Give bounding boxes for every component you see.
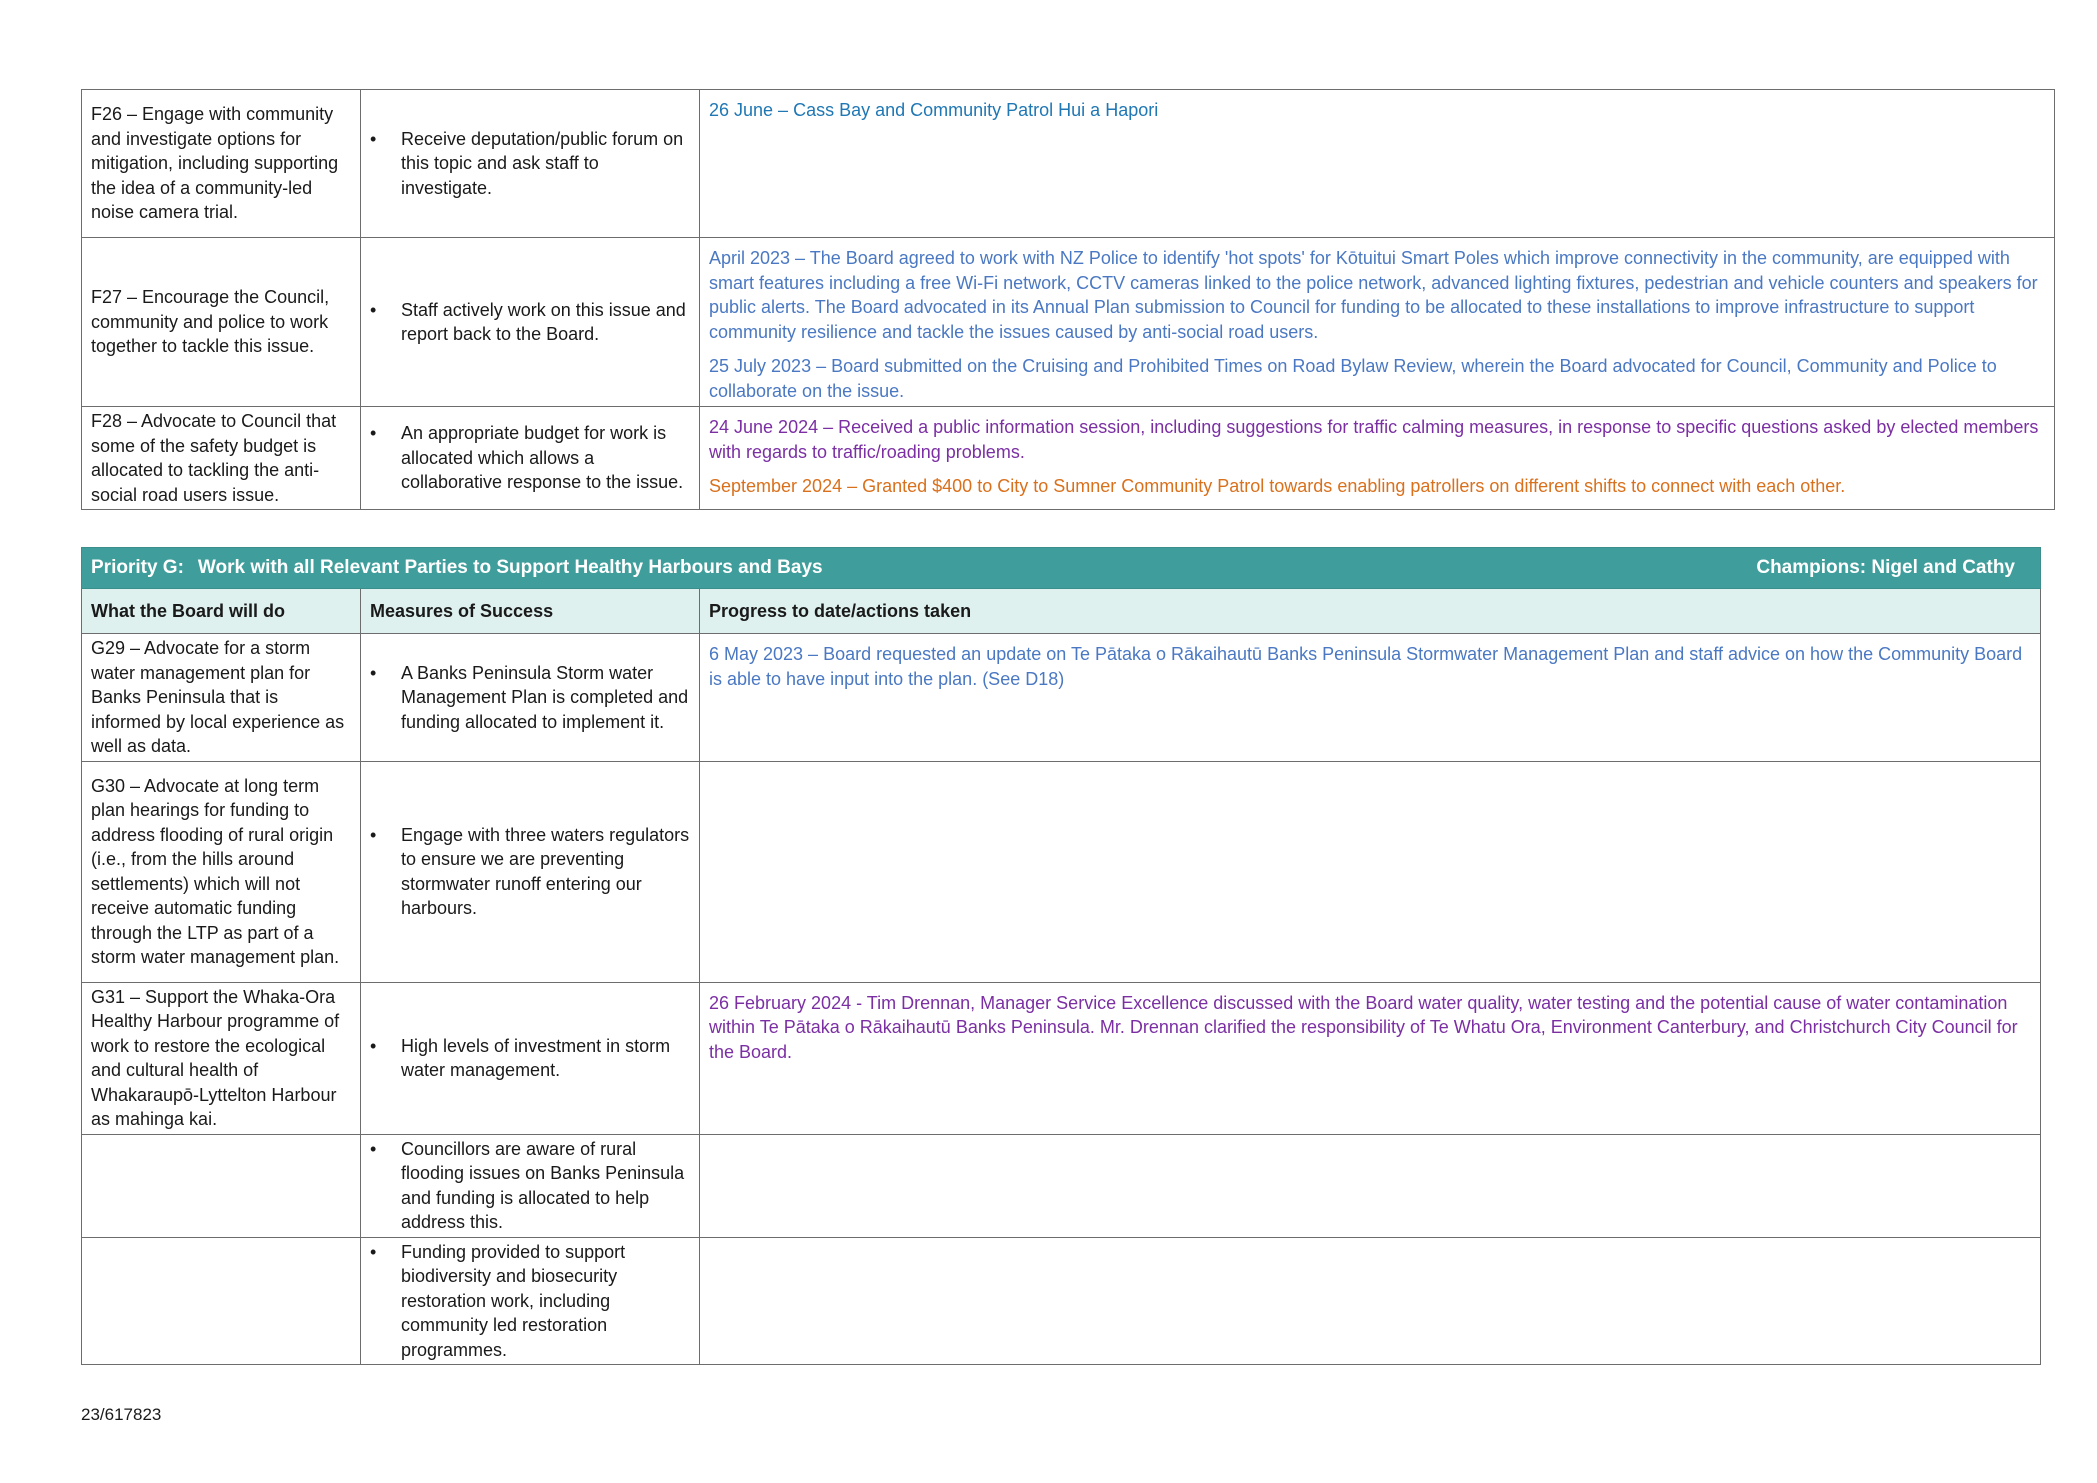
measures-cell: [361, 982, 700, 1134]
table-row: [82, 238, 2055, 407]
measure-item: • Councillors are aware of rural flooding issues on Banks Peninsula and funding is allocated to help address this.: [401, 1137, 690, 1235]
priority-header: [82, 548, 2041, 589]
champions-label: Champions: Nigel and Cathy: [1756, 556, 2015, 578]
measure-item: • Receive deputation/public forum on this topic and ask staff to investigate.: [401, 127, 690, 201]
measures-cell: [361, 761, 700, 982]
progress-cell: [700, 634, 2041, 762]
priority-title-bar: [82, 548, 2041, 589]
progress-cell: [700, 90, 2055, 238]
measure-item: • Staff actively work on this issue and report back to the Board.: [401, 298, 690, 347]
progress-entry: April 2023 – The Board agreed to work with NZ Police to identify 'hot spots' for Kōtuitui Smart Poles which improve connectivity in the community, are equipped with smart features including a free Wi-Fi network, CCTV cameras linked to the police network, advanced lighting fixtures, pedestrian and vehicle counters and speakers for public alerts. The Board advocated in its Annual Plan submission to Council for funding to be allocated to these installations to improve infrastructure to support community resilience and tackle the issues caused by anti-social road users.: [709, 248, 2038, 342]
measure-item: • A Banks Peninsula Storm water Management Plan is completed and funding allocated to implement it.: [401, 661, 690, 735]
table-row: [82, 761, 2041, 982]
measures-cell: [361, 90, 700, 238]
column-header: Measures of Success: [361, 589, 700, 634]
priority-f-table: [81, 89, 2055, 510]
progress-cell: [700, 1134, 2041, 1237]
progress-cell: [700, 407, 2055, 510]
table-row: [82, 407, 2055, 510]
progress-entry: 6 May 2023 – Board requested an update on Te Pātaka o Rākaihautū Banks Peninsula Stormwater Management Plan and staff advice on how the Community Board is able to have input into the plan. (See D18): [709, 644, 2023, 689]
table-row: [82, 90, 2055, 238]
action-cell: G30 – Advocate at long term plan hearings for funding to address flooding of rural origin (i.e., from the hills around settlements) which will not receive automatic funding through the LTP as part of a storm water management plan.: [82, 761, 361, 982]
table-row: [82, 634, 2041, 762]
progress-entry: 24 June 2024 – Received a public information session, including suggestions for traffic calming measures, in response to specific questions asked by elected members with regards to traffic/roading problems.: [709, 417, 2039, 462]
progress-entry: 25 July 2023 – Board submitted on the Cruising and Prohibited Times on Road Bylaw Review, wherein the Board advocated for Council, Community and Police to collaborate on the issue.: [709, 356, 1997, 401]
document-reference: 23/617823: [81, 1405, 162, 1424]
progress-entry: 26 February 2024 - Tim Drennan, Manager Service Excellence discussed with the Board water quality, water testing and the potential cause of water contamination within Te Pātaka o Rākaihautū Banks Peninsula. Mr. Drennan clarified the responsibility of Te Whatu Ora, Environment Canterbury, and Christchurch City Council for the Board.: [709, 992, 2018, 1062]
measures-cell: [361, 1237, 700, 1365]
progress-entry: September 2024 – Granted $400 to City to Sumner Community Patrol towards enabling patrollers on different shifts to connect with each other.: [709, 476, 1846, 496]
priority-title: Work with all Relevant Parties to Support Healthy Harbours and Bays: [197, 556, 823, 578]
measures-cell: [361, 1134, 700, 1237]
action-cell: G31 – Support the Whaka-Ora Healthy Harbour programme of work to restore the ecological and cultural health of Whakaraupō-Lyttelton Harbour as mahinga kai.: [82, 982, 361, 1134]
measure-item: • High levels of investment in storm water management.: [401, 1034, 690, 1083]
column-header: What the Board will do: [82, 589, 361, 634]
table-row: [82, 1237, 2041, 1365]
progress-cell: [700, 1237, 2041, 1365]
table-row: [82, 1134, 2041, 1237]
action-cell: F26 – Engage with community and investigate options for mitigation, including supporting the idea of a community-led noise camera trial.: [82, 90, 361, 238]
measure-item: • Engage with three waters regulators to ensure we are preventing stormwater runoff entering our harbours.: [401, 823, 690, 921]
measures-cell: [361, 407, 700, 510]
priority-g-table: [81, 547, 2041, 1365]
action-cell: F28 – Advocate to Council that some of the safety budget is allocated to tackling the anti-social road users issue.: [82, 407, 361, 510]
measure-item: • Funding provided to support biodiversity and biosecurity restoration work, including community led restoration programmes.: [401, 1240, 690, 1363]
column-header: Progress to date/actions taken: [700, 589, 2041, 634]
measure-item: • An appropriate budget for work is allocated which allows a collaborative response to the issue.: [401, 421, 690, 495]
action-cell: [82, 1237, 361, 1365]
progress-cell: [700, 761, 2041, 982]
measures-cell: [361, 634, 700, 762]
progress-entry: 26 June – Cass Bay and Community Patrol Hui a Hapori: [709, 100, 1159, 120]
table-row: [82, 982, 2041, 1134]
action-cell: G29 – Advocate for a storm water management plan for Banks Peninsula that is informed by local experience as well as data.: [82, 634, 361, 762]
action-cell: [82, 1134, 361, 1237]
priority-label: Priority G:: [91, 556, 184, 578]
measures-cell: [361, 238, 700, 407]
progress-cell: [700, 238, 2055, 407]
progress-cell: [700, 982, 2041, 1134]
action-cell: F27 – Encourage the Council, community and police to work together to tackle this issue.: [82, 238, 361, 407]
column-header-row: [82, 589, 2041, 634]
